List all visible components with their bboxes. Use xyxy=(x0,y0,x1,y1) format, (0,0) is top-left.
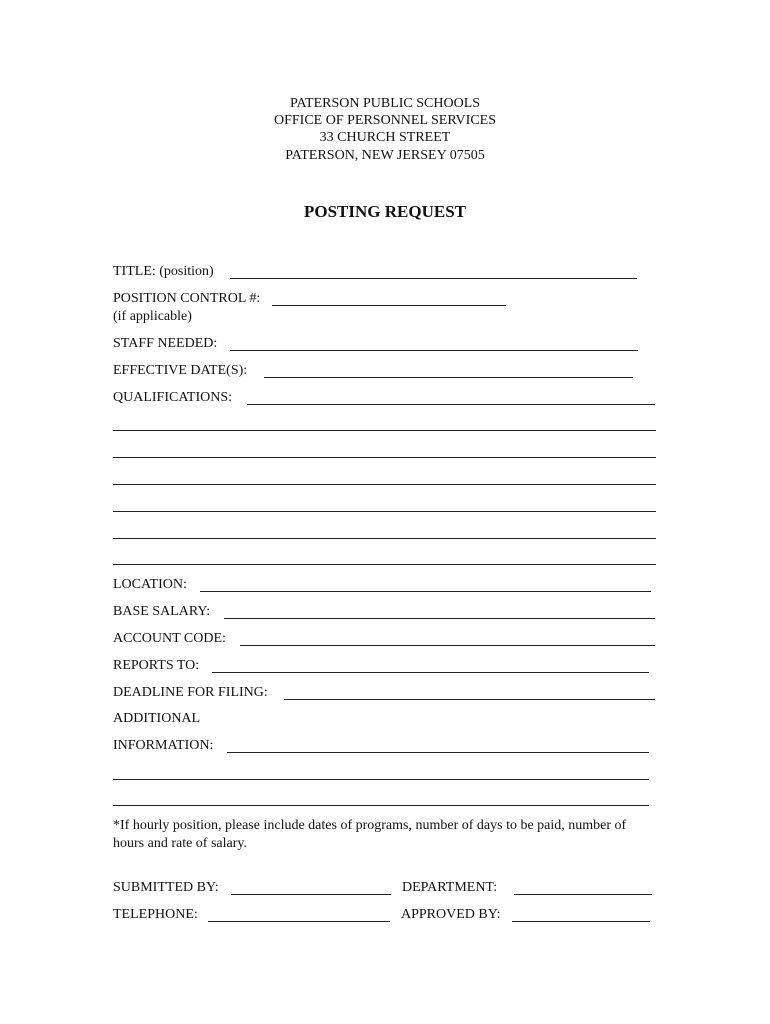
deadline-field[interactable] xyxy=(284,699,655,700)
reports-to-label: REPORTS TO: xyxy=(113,658,200,673)
position-control-label: POSITION CONTROL #: xyxy=(113,291,261,306)
reports-to-field[interactable] xyxy=(212,672,649,673)
base-salary-label: BASE SALARY: xyxy=(113,604,211,619)
if-applicable-label: (if applicable) xyxy=(113,309,192,324)
department-label: DEPARTMENT: xyxy=(402,880,498,895)
qualifications-line-6[interactable] xyxy=(113,538,656,539)
staff-needed-field[interactable] xyxy=(230,350,638,351)
form-title: POSTING REQUEST xyxy=(303,202,466,221)
information-line-3[interactable] xyxy=(113,805,649,806)
effective-dates-label: EFFECTIVE DATE(S): xyxy=(113,363,248,378)
account-code-field[interactable] xyxy=(240,645,655,646)
position-control-field[interactable] xyxy=(272,305,506,306)
information-field[interactable] xyxy=(227,752,649,753)
information-label: INFORMATION: xyxy=(113,738,214,753)
base-salary-field[interactable] xyxy=(224,618,655,619)
school-name: PATERSON PUBLIC SCHOOLS xyxy=(289,96,481,111)
city-state-zip: PATERSON, NEW JERSEY 07505 xyxy=(285,148,485,163)
qualifications-line-4[interactable] xyxy=(113,484,656,485)
staff-needed-label: STAFF NEEDED: xyxy=(113,336,218,351)
effective-dates-field[interactable] xyxy=(264,377,633,378)
location-field[interactable] xyxy=(200,591,651,592)
approved-by-field[interactable] xyxy=(512,921,650,922)
title-label: TITLE: (position) xyxy=(113,264,214,279)
location-label: LOCATION: xyxy=(113,577,187,592)
information-line-2[interactable] xyxy=(113,779,649,780)
account-code-label: ACCOUNT CODE: xyxy=(113,631,226,646)
qualifications-line-2[interactable] xyxy=(113,430,656,431)
telephone-label: TELEPHONE: xyxy=(113,907,198,922)
office-name: OFFICE OF PERSONNEL SERVICES xyxy=(273,113,496,128)
approved-by-label: APPROVED BY: xyxy=(401,907,501,922)
qualifications-line-7[interactable] xyxy=(113,564,656,565)
qualifications-label: QUALIFICATIONS: xyxy=(113,390,232,405)
telephone-field[interactable] xyxy=(208,921,390,922)
qualifications-line-3[interactable] xyxy=(113,457,656,458)
qualifications-line-5[interactable] xyxy=(113,511,656,512)
additional-label: ADDITIONAL xyxy=(113,711,201,726)
hourly-note: *If hourly position, please include dates of programs, number of days to be paid, number of hours and rate of salary. xyxy=(113,818,627,851)
street-address: 33 CHURCH STREET xyxy=(319,130,451,145)
qualifications-field[interactable] xyxy=(247,404,655,405)
submitted-by-field[interactable] xyxy=(231,894,391,895)
submitted-by-label: SUBMITTED BY: xyxy=(113,880,219,895)
department-field[interactable] xyxy=(514,894,652,895)
deadline-label: DEADLINE FOR FILING: xyxy=(113,685,268,700)
title-field[interactable] xyxy=(230,278,637,279)
